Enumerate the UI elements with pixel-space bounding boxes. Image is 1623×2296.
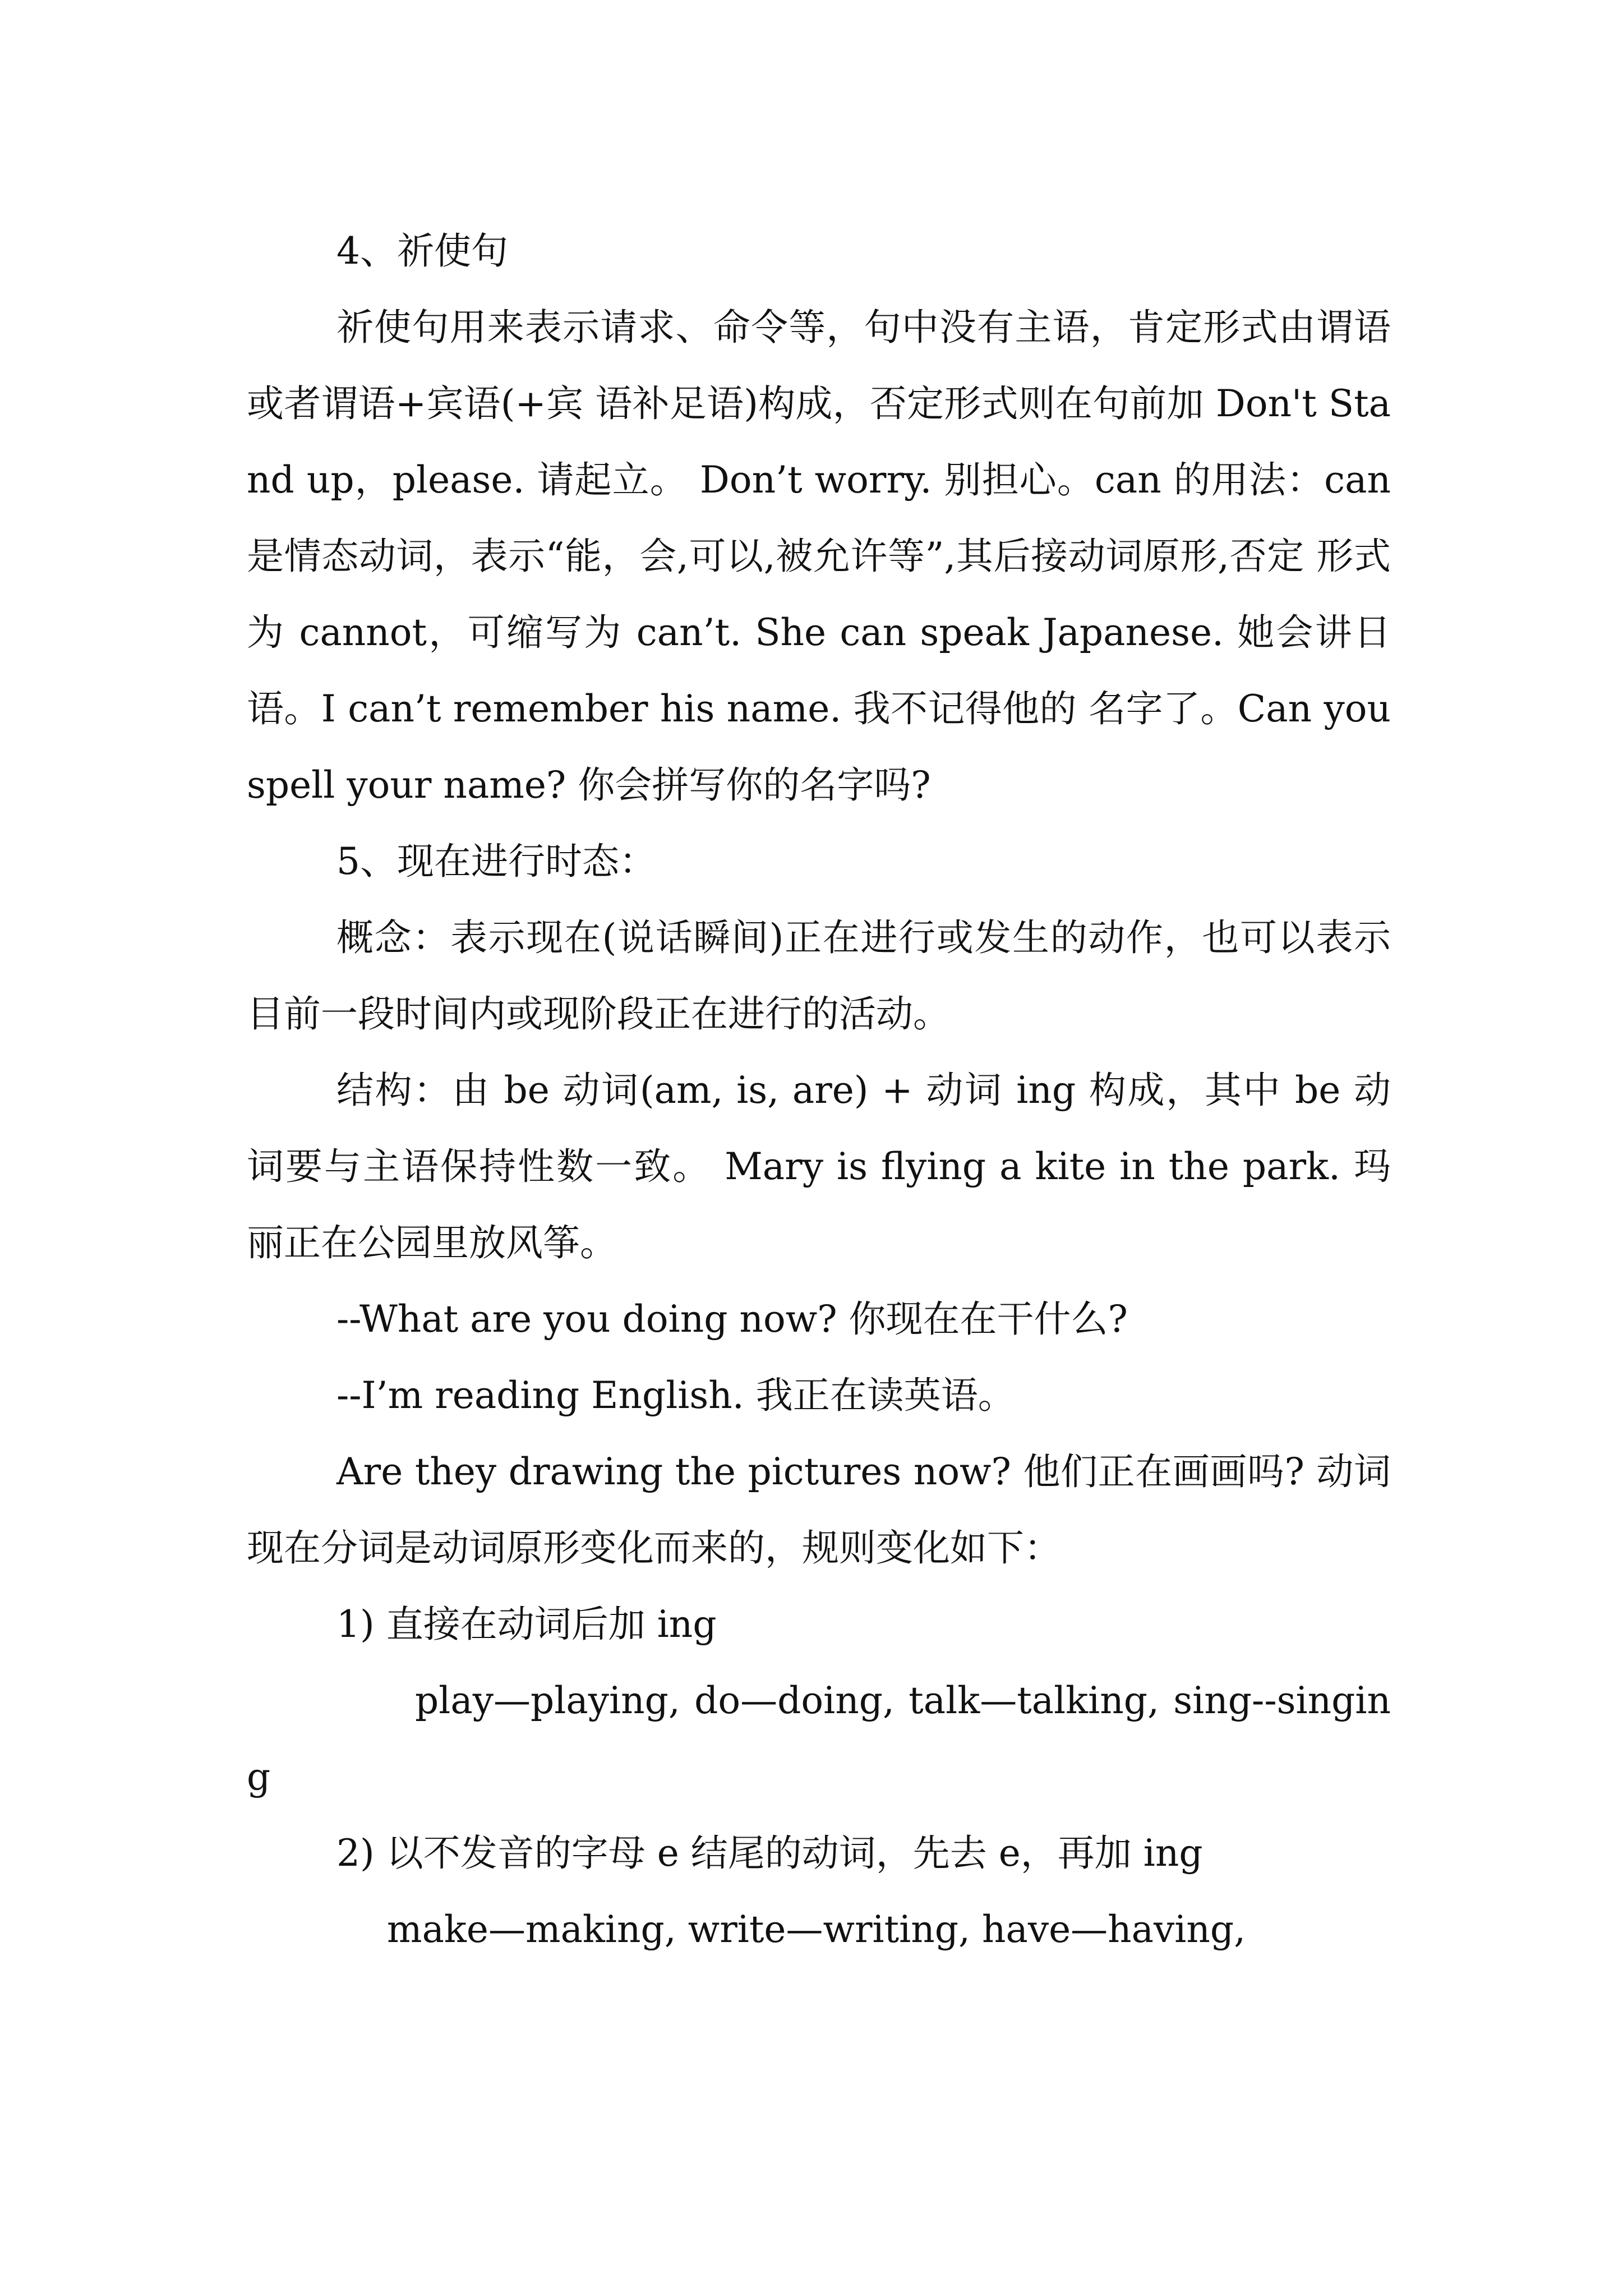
paragraph-structure: 结构：由 be 动词(am, is, are) + 动词 ing 构成，其中 be 动词要与主语保持性数一致。 Mary is flying a kite in the park. 玛丽正在公园里放风筝。 (247, 1069, 1391, 1264)
paragraph-participle-rules: Are they drawing the pictures now? 他们正在画画吗? 动词现在分词是动词原形变化而来的，规则变化如下： (247, 1450, 1391, 1570)
section-heading-present-continuous: 5、现在进行时态： (336, 840, 656, 883)
section-heading-imperative: 4、祈使句 (336, 229, 508, 273)
rule-1-examples: play—playing, do—doing, talk—talking, sing--singing (247, 1679, 1391, 1798)
dialogue-line-question: --What are you doing now? 你现在在干什么? (336, 1297, 1128, 1341)
paragraph-imperative-and-can: 祈使句用来表示请求、命令等，句中没有主语，肯定形式由谓语或者谓语+宾语(+宾 语补足语)构成，否定形式则在句前加 Don't Stand up，please. 请起立。 Don’t worry. 别担心。can 的用法：can 是情态动词，表示“能，会,可以,被允许等”,其后接动词原形,否定 形式为 cannot，可缩写为 can’t. She can speak Japanese. 她会讲日语。I can’t remember his name. 我不记得他的 名字了。Can you spell your name? 你会拼写你的名字吗? (247, 306, 1391, 807)
rule-item-1: 1) 直接在动词后加 ing (336, 1603, 717, 1646)
dialogue-line-answer: --I’m reading English. 我正在读英语。 (336, 1374, 1015, 1417)
paragraph-concept: 概念：表示现在(说话瞬间)正在进行或发生的动作，也可以表示目前一段时间内或现阶段正在进行的活动。 (247, 916, 1391, 1036)
rule-item-2: 2) 以不发音的字母 e 结尾的动词，先去 e，再加 ing (336, 1832, 1203, 1875)
rule-2-examples: make—making, write—writing, have—having, (387, 1908, 1246, 1951)
document-page (247, 213, 1391, 1968)
